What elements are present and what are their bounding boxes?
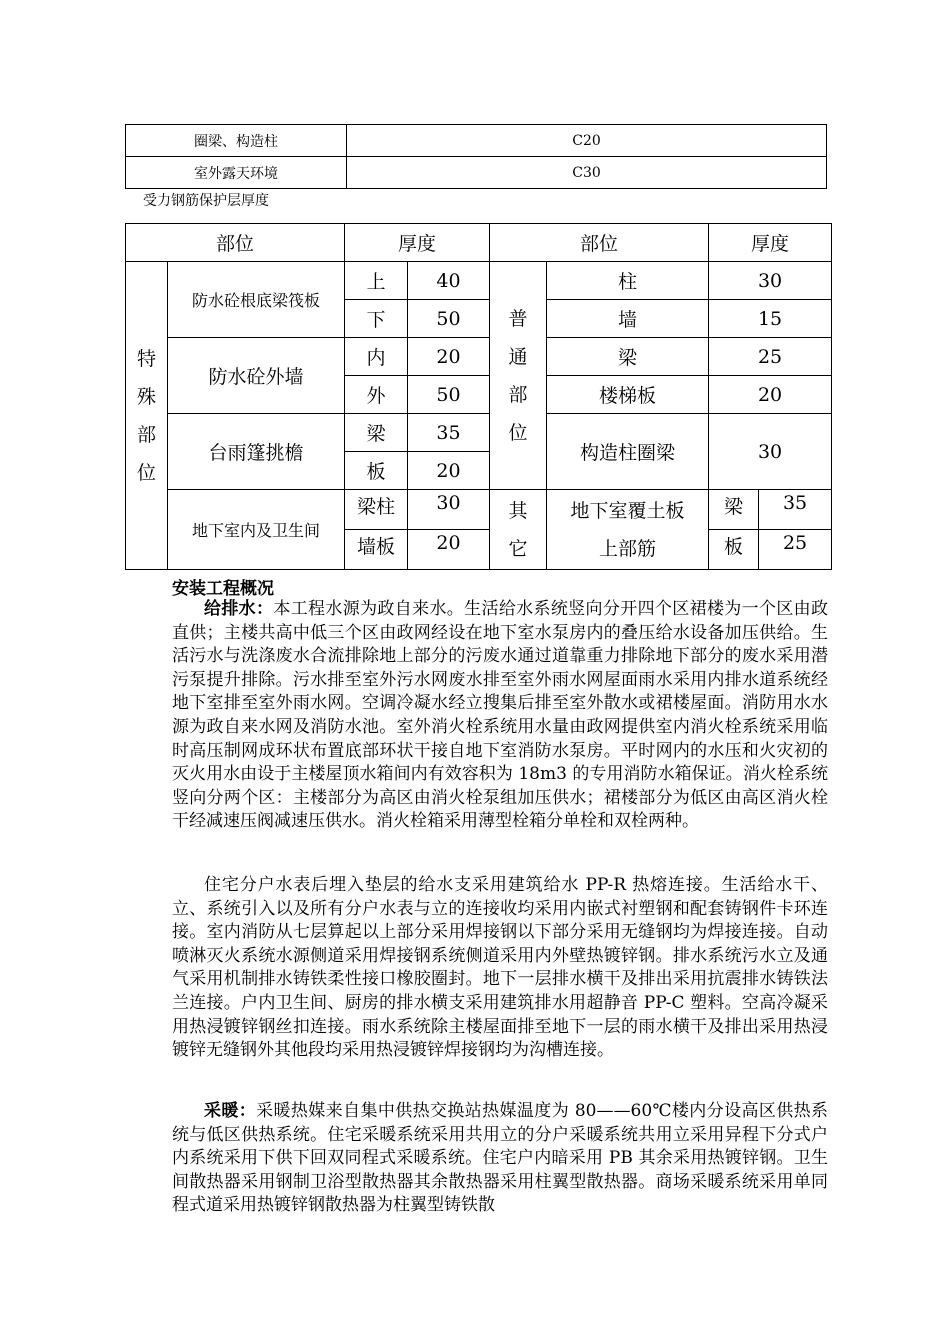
thickness-cell: 50 — [408, 376, 490, 414]
header-cell: 厚度 — [345, 224, 490, 262]
table-row — [126, 125, 827, 157]
paragraph-heating — [172, 1100, 828, 1218]
table-row — [126, 157, 827, 189]
special-parts-label: 特 殊 部 位 — [126, 262, 168, 570]
header-cell: 部位 — [490, 224, 709, 262]
cover-thickness-table — [125, 223, 832, 570]
table-header-row — [126, 224, 832, 262]
normal-parts-label: 普 通 部 位 — [490, 262, 547, 490]
position-cell: 下 — [345, 300, 408, 338]
position-cell: 墙板 — [345, 530, 408, 570]
position-cell: 上 — [345, 262, 408, 300]
part-name: 梁 — [547, 338, 709, 376]
position-cell: 外 — [345, 376, 408, 414]
position-cell: 内 — [345, 338, 408, 376]
other-parts-label: 其 它 — [490, 490, 547, 570]
part-name: 楼梯板 — [547, 376, 709, 414]
position-cell: 梁 — [709, 490, 759, 530]
thickness-cell: 15 — [709, 300, 832, 338]
paragraph-text: 采暖热媒来自集中供热交换站热媒温度为 80——60℃楼内分设高区供热系统与低区供热系统。住宅采暖系统采用共用立的分户采暖系统共用立采用异程下分式户内系统采用下供下回双同程式采暖系统。住宅户内暗采用 PB 其余采用热镀锌钢。卫生间散热器采用钢制卫浴型散热器其余散热器采用柱翼型散热器。商场采暖系统采用单同程式道采用热镀锌钢散热器为柱翼型铸铁散 — [172, 1101, 828, 1216]
paragraph-text: 本工程水源为政自来水。生活给水系统竖向分开四个区裙楼为一个区由政直供；主楼共高中低三个区由政网经设在地下室水泵房内的叠压给水设备加压供给。生活污水与洗涤废水合流排除地上部分的污废水通过道靠重力排除地下部分的废水采用潜污泵提升排除。污水排至室外污水网废水排至室外雨水网屋面雨水采用内排水道系统经地下室排至室外雨水网。空调冷凝水经立搜集后排至室外散水或裙楼屋面。消防用水水源为政自来水网及消防水池。室外消火栓系统用水量由政网提供室内消火栓系统采用临时高压制网成环状布置底部环状干接自地下室消防水泵房。平时网内的水压和火灾初的灭火用水由设于主楼屋顶水箱间内有效容积为 18m3 的专用消防水箱保证。消火栓系统竖向分两个区：主楼部分为高区由消火栓泵组加压供水；裙楼部分为低区由高区消火栓干经减速压阀减速压供水。消火栓箱采用薄型栓箱分单栓和双栓两种。 — [172, 599, 829, 832]
part-name: 地下室内及卫生间 — [168, 490, 345, 570]
thickness-cell: 30 — [408, 490, 490, 530]
thickness-cell: 30 — [709, 414, 832, 490]
thickness-cell: 50 — [408, 300, 490, 338]
part-name: 台雨篷挑檐 — [168, 414, 345, 490]
part-name: 防水砼外墙 — [168, 338, 345, 414]
part-name: 柱 — [547, 262, 709, 300]
thickness-cell: 20 — [408, 452, 490, 490]
thickness-cell: 20 — [408, 530, 490, 570]
table-row — [126, 414, 832, 452]
thickness-cell: 35 — [408, 414, 490, 452]
thickness-cell: 35 — [759, 490, 832, 530]
part-name: 墙 — [547, 300, 709, 338]
cover-table-caption: 受力钢筋保护层厚度 — [143, 193, 269, 209]
thickness-cell: 25 — [759, 530, 832, 570]
thickness-cell: 20 — [709, 376, 832, 414]
part-name: 地下室覆土板 上部筋 — [547, 490, 709, 570]
table-row — [126, 338, 832, 376]
part-cell: 圈梁、构造柱 — [126, 125, 347, 157]
header-cell: 厚度 — [709, 224, 832, 262]
position-cell: 板 — [709, 530, 759, 570]
section-heading: 安装工程概况 — [172, 579, 274, 599]
thickness-cell: 30 — [709, 262, 832, 300]
paragraph-label: 采暖： — [204, 1101, 257, 1121]
table-row — [126, 490, 832, 530]
paragraph-water-supply — [172, 598, 828, 834]
part-name: 防水砼根底梁筏板 — [168, 262, 345, 338]
grade-cell: C20 — [347, 125, 827, 157]
part-cell: 室外露天环境 — [126, 157, 347, 189]
paragraph-pipe-materials: 住宅分户水表后埋入垫层的给水支采用建筑给水 PP-R 热熔连接。生活给水干、立、系统引入以及所有分户水表与立的连接收均采用内嵌式衬塑钢和配套铸钢件卡环连接。室内消防从七层算起以上部分采用焊接钢以下部分采用无缝钢均为焊接连接。自动喷淋灭火系统水源侧道采用焊接钢系统侧道采用内外壁热镀锌钢。排水系统污水立及通气采用机制排水铸铁柔性接口橡胶圈封。地下一层排水横干及排出采用抗震排水铸铁法兰连接。户内卫生间、厨房的排水横支采用建筑排水用超静音 PP-C 塑料。空高冷凝采用热浸镀锌钢丝扣连接。雨水系统除主楼屋面排至地下一层的雨水横干及排出采用热浸镀锌无缝钢外其他段均采用热浸镀锌焊接钢均为沟槽连接。 — [172, 875, 828, 1061]
position-cell: 梁柱 — [345, 490, 408, 530]
table-row — [126, 262, 832, 300]
concrete-grade-table — [125, 124, 827, 189]
position-cell: 梁 — [345, 414, 408, 452]
position-cell: 板 — [345, 452, 408, 490]
header-cell: 部位 — [126, 224, 345, 262]
paragraph-label: 给排水： — [204, 599, 274, 619]
part-name: 构造柱圈梁 — [547, 414, 709, 490]
thickness-cell: 25 — [709, 338, 832, 376]
thickness-cell: 40 — [408, 262, 490, 300]
thickness-cell: 20 — [408, 338, 490, 376]
grade-cell: C30 — [347, 157, 827, 189]
